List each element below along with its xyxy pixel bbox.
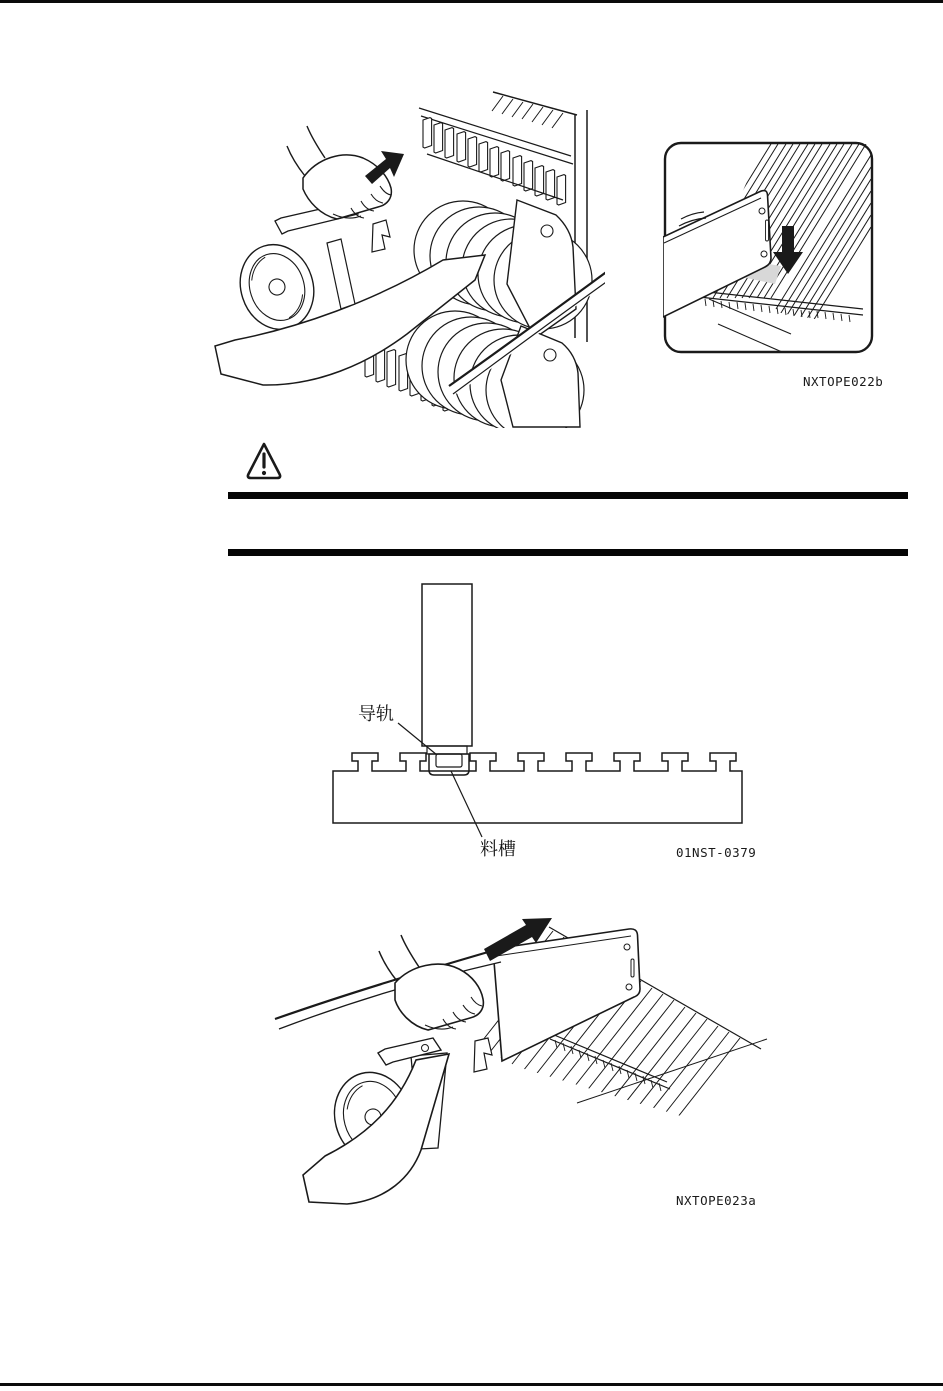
feeder-plate xyxy=(493,929,640,1061)
warning-rule-top xyxy=(228,492,908,499)
rail-collar xyxy=(427,746,467,754)
feeder-pallet-figure xyxy=(215,903,775,1218)
warning-rule-bottom xyxy=(228,549,908,556)
slot-leader-line xyxy=(451,771,482,837)
figure-caption-top: NXTOPE022b xyxy=(803,374,884,389)
slot-recess xyxy=(429,754,469,775)
slot-comb-edge xyxy=(699,291,863,352)
guide-rail xyxy=(422,584,472,746)
insertion-detail-inset xyxy=(663,141,874,354)
figure-caption-bottom: NXTOPE023a xyxy=(676,1193,757,1208)
hand xyxy=(379,935,483,1030)
rail-label: 导轨 xyxy=(358,704,394,725)
slot-bank-upper xyxy=(419,108,573,205)
page-top-rule xyxy=(0,0,943,3)
mounted-feeders-lower-row xyxy=(406,311,584,428)
page-bottom-rule xyxy=(0,1383,943,1386)
feeder-plate xyxy=(663,191,771,317)
feeder-insertion-figure xyxy=(205,88,605,428)
rail-slot-schematic xyxy=(330,580,780,870)
feeder-slot-base xyxy=(333,753,742,823)
warning-triangle-icon xyxy=(246,441,282,483)
figure-caption-middle: 01NST-0379 xyxy=(676,845,757,860)
rail-leader-line xyxy=(398,723,437,755)
rail-foot xyxy=(436,754,462,767)
slot-label: 料槽 xyxy=(480,839,516,860)
